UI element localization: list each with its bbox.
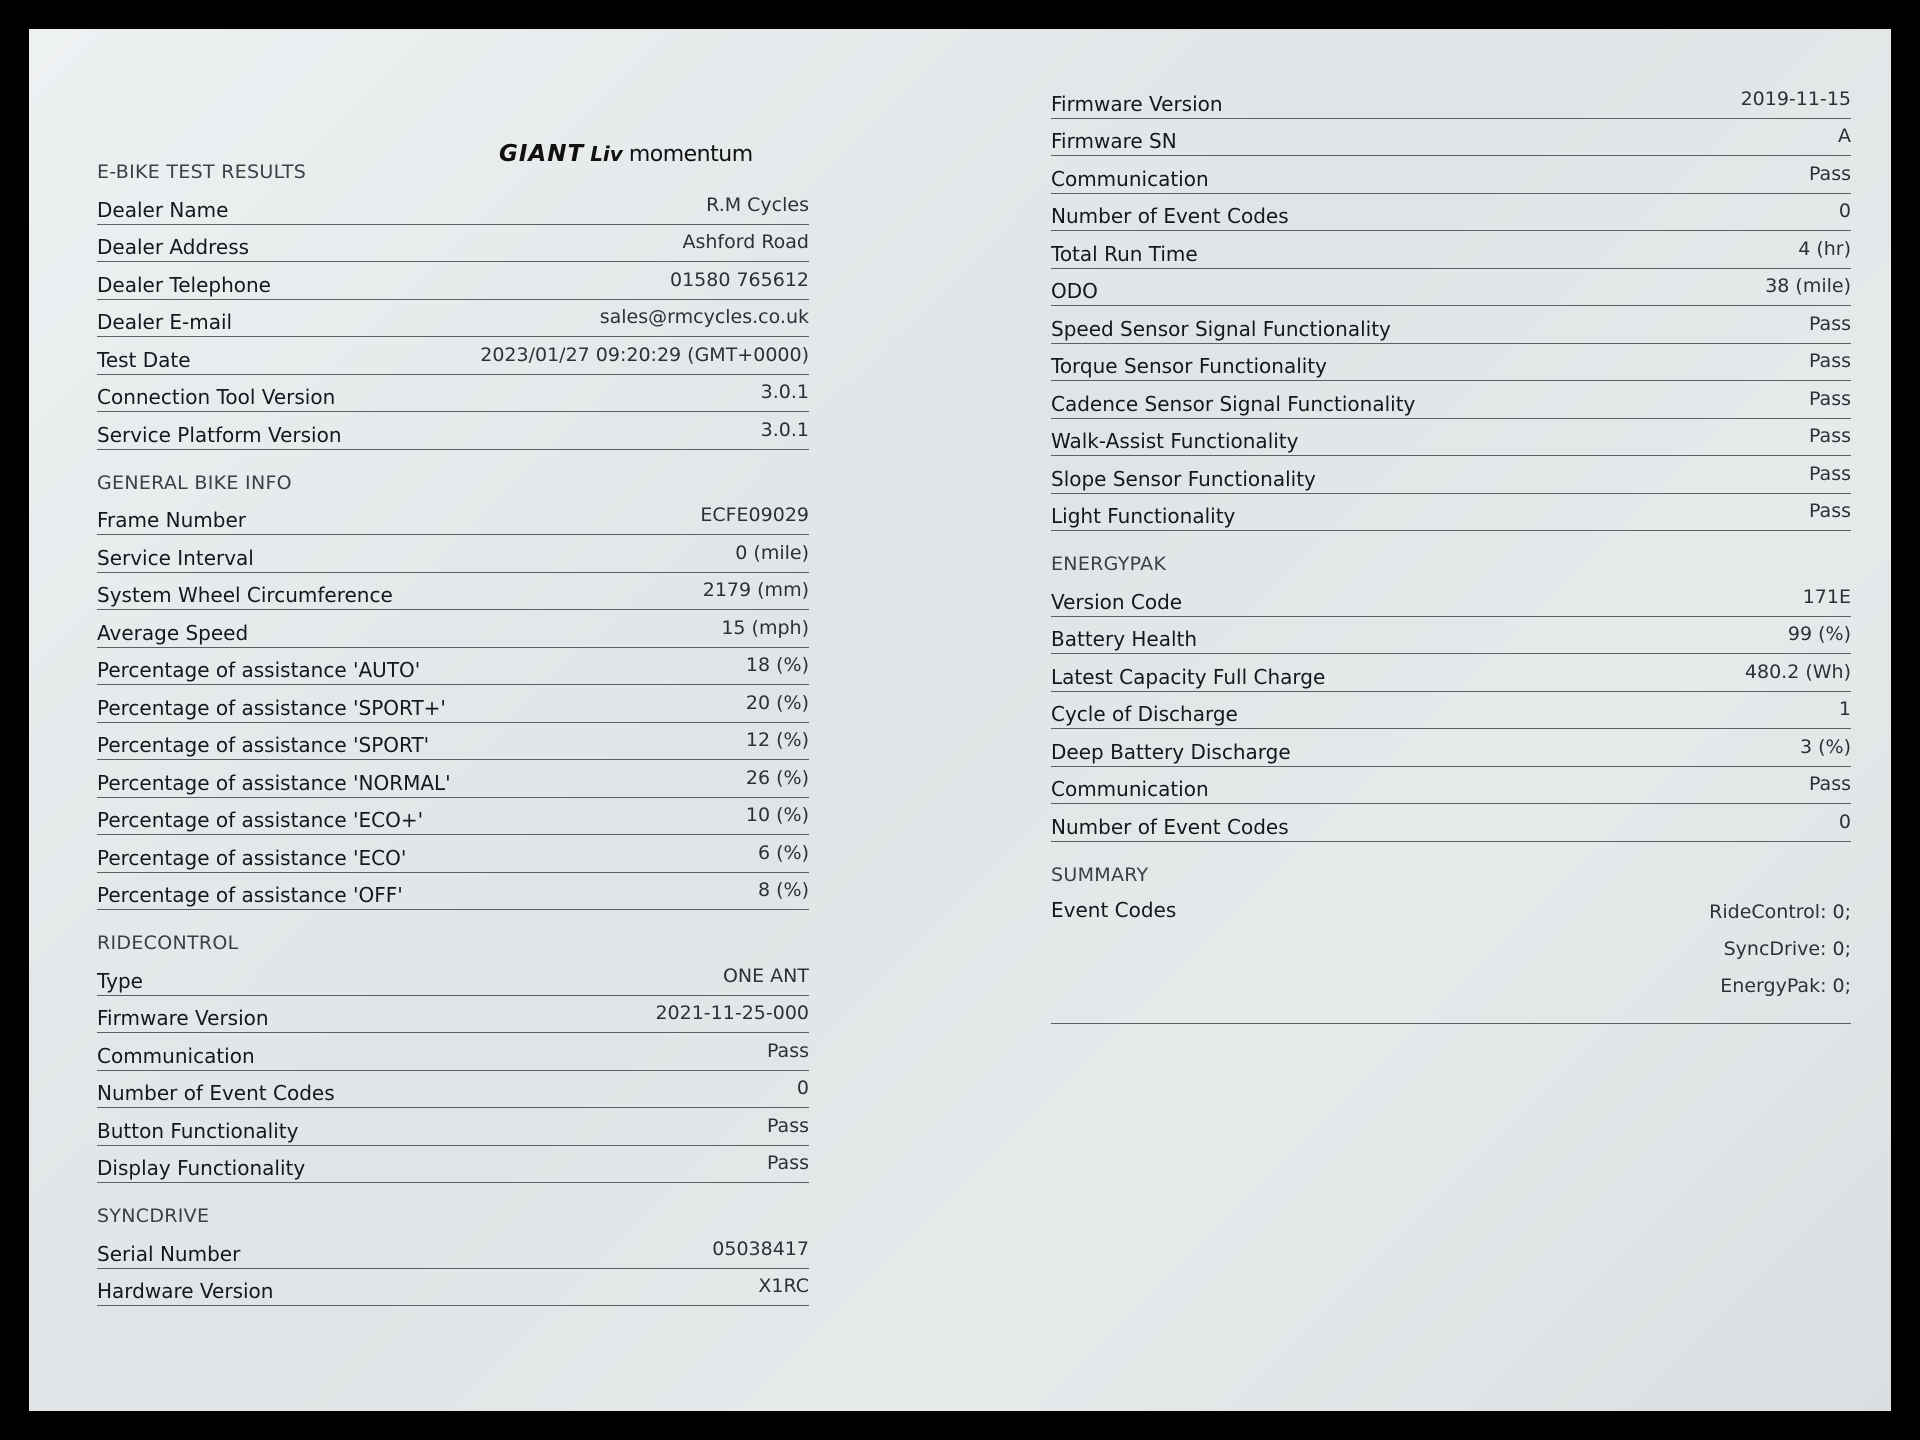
result-row [1051,269,1851,307]
result-value: X1RC [758,1275,809,1297]
result-value: 171E [1802,585,1851,608]
result-label: Communication [1051,777,1209,801]
result-value: 18 (%) [745,654,809,676]
result-row [1051,767,1851,805]
result-label: Battery Health [1051,627,1198,651]
result-row [97,300,809,338]
result-row [97,262,809,300]
section-heading-syncdrive: SYNCDRIVE [97,1205,210,1227]
result-row [1051,231,1851,269]
result-label: Deep Battery Discharge [1051,739,1291,764]
result-value: 2023/01/27 09:20:29 (GMT+0000) [480,343,809,366]
result-row [97,760,809,798]
result-row [97,1231,809,1269]
result-label: Firmware Version [97,1006,269,1030]
result-label: Walk-Assist Functionality [1051,429,1299,453]
section-heading-e-bike-test-results: E-BIKE TEST RESULTS [97,161,307,183]
summary-value: SyncDrive: 0; [1723,937,1851,960]
result-label: Cycle of Discharge [1051,702,1238,726]
test-results-sheet [29,29,1891,1411]
result-row [1051,692,1851,730]
result-value: 2179 (mm) [702,579,809,601]
result-value: Pass [766,1039,809,1062]
result-label: Average Speed [97,620,249,645]
result-row [97,685,809,723]
result-value: Pass [1808,462,1851,485]
result-label: System Wheel Circumference [97,583,393,607]
section-heading-ridecontrol: RIDECONTROL [97,932,239,954]
result-value: 3 (%) [1799,735,1851,758]
result-row [1051,381,1851,419]
result-value: Pass [1808,500,1851,522]
result-value: 20 (%) [745,691,809,714]
result-row [1051,344,1851,382]
result-row [97,610,809,648]
result-label: Percentage of assistance 'ECO+' [97,808,424,832]
summary-value: RideControl: 0; [1709,900,1851,923]
result-value: 26 (%) [745,766,809,789]
result-label: Percentage of assistance 'ECO' [97,845,407,870]
result-value: Pass [766,1114,809,1137]
result-label: Dealer Telephone [97,272,271,297]
result-value: 8 (%) [757,879,809,901]
result-row [97,873,809,911]
result-row [1051,419,1851,457]
result-row [97,1108,809,1146]
result-label: Number of Event Codes [1051,204,1289,228]
result-value: 1 [1838,698,1851,720]
result-label: Number of Event Codes [97,1081,335,1105]
result-label: Speed Sensor Signal Functionality [1051,316,1391,341]
result-row [1051,156,1851,194]
result-row [97,1071,809,1109]
result-row [97,573,809,611]
section-heading-energypak: ENERGYPAK [1051,553,1167,575]
result-label: Firmware SN [1051,129,1177,153]
result-value: ECFE09029 [700,504,809,526]
result-label: Total Run Time [1051,241,1198,266]
result-value: Pass [1808,387,1851,410]
result-row [97,1146,809,1184]
result-value: 01580 765612 [669,268,809,291]
result-label: Service Platform Version [97,422,342,447]
result-label: Button Functionality [97,1118,299,1143]
result-label: Dealer E-mail [97,310,233,334]
result-row [97,958,809,996]
logo-momentum: momentum [628,142,753,167]
result-value: A [1838,125,1851,147]
result-row [1051,81,1851,119]
result-row [1051,456,1851,494]
section-heading-summary: SUMMARY [1051,863,1149,886]
summary-label: Event Codes [1051,897,1177,922]
result-value: Pass [766,1152,809,1174]
left-column [97,157,809,1306]
result-label: Torque Sensor Functionality [1051,354,1327,378]
result-value: Pass [1808,162,1851,185]
result-value: R.M Cycles [706,193,809,216]
result-value: 2021-11-25-000 [655,1002,809,1024]
result-label: Service Interval [97,545,254,570]
result-label: Slope Sensor Functionality [1051,466,1316,491]
result-row [97,835,809,873]
result-value: 4 (hr) [1798,237,1851,260]
result-row [97,1269,809,1307]
result-value: 38 (mile) [1765,275,1851,297]
result-row [97,187,809,225]
summary-row [1051,894,1851,1024]
result-value: 0 [796,1077,809,1099]
summary-value: EnergyPak: 0; [1720,974,1851,997]
result-value: 6 (%) [757,841,809,864]
result-row [1051,579,1851,617]
result-row [97,1033,809,1071]
result-label: Type [97,968,143,993]
result-value: ONE ANT [722,964,809,987]
logo-giant: GIANT [499,141,585,167]
result-label: Dealer Name [97,197,229,222]
result-value: sales@rmcycles.co.uk [599,306,809,328]
result-value: 0 [1838,200,1851,222]
result-value: 3.0.1 [760,418,809,441]
result-value: 3.0.1 [760,381,809,403]
result-label: Test Date [97,347,191,372]
result-row [1051,119,1851,157]
result-label: Serial Number [97,1241,241,1266]
result-label: Hardware Version [97,1279,274,1303]
result-row [97,798,809,836]
result-row [97,996,809,1034]
result-value: 480.2 (Wh) [1744,660,1851,683]
result-label: ODO [1051,279,1098,303]
result-value: 2019-11-15 [1740,87,1851,110]
result-label: Percentage of assistance 'AUTO' [97,658,421,682]
result-label: Dealer Address [97,235,250,259]
result-label: Light Functionality [1051,504,1236,528]
result-value: 05038417 [712,1237,809,1260]
result-row [97,498,809,536]
result-label: Percentage of assistance 'SPORT+' [97,695,446,720]
result-label: Communication [1051,166,1209,191]
summary-values [1709,894,1851,1005]
result-label: Latest Capacity Full Charge [1051,664,1326,689]
result-value: Pass [1808,312,1851,335]
result-label: Firmware Version [1051,91,1223,116]
result-label: Number of Event Codes [1051,814,1289,839]
result-value: 12 (%) [745,729,809,751]
result-row [1051,804,1851,842]
result-row [1051,306,1851,344]
result-label: Display Functionality [97,1156,306,1180]
logo-liv: Liv [590,142,623,166]
result-row [97,337,809,375]
result-row [1051,654,1851,692]
result-value: Pass [1808,350,1851,372]
result-label: Communication [97,1043,255,1068]
result-row [97,225,809,263]
result-value: 15 (mph) [721,616,809,639]
result-row [97,723,809,761]
result-label: Cadence Sensor Signal Functionality [1051,391,1416,416]
result-label: Percentage of assistance 'OFF' [97,883,403,907]
result-row [97,412,809,450]
result-row [1051,617,1851,655]
result-row [97,375,809,413]
result-label: Percentage of assistance 'SPORT' [97,733,430,757]
result-row [97,648,809,686]
result-value: 0 (mile) [735,541,809,564]
result-row [1051,194,1851,232]
result-label: Frame Number [97,508,247,532]
result-value: Pass [1808,425,1851,447]
result-value: 99 (%) [1787,623,1851,645]
result-value: 10 (%) [745,804,809,826]
result-row [97,535,809,573]
result-row [1051,494,1851,532]
right-column [1051,81,1851,1024]
result-value: Ashford Road [682,231,809,253]
result-value: 0 [1838,810,1851,833]
result-label: Version Code [1051,589,1183,614]
result-row [1051,729,1851,767]
result-label: Percentage of assistance 'NORMAL' [97,770,451,795]
result-label: Connection Tool Version [97,385,336,409]
section-heading-general-bike-info: GENERAL BIKE INFO [97,471,292,494]
result-value: Pass [1808,773,1851,795]
